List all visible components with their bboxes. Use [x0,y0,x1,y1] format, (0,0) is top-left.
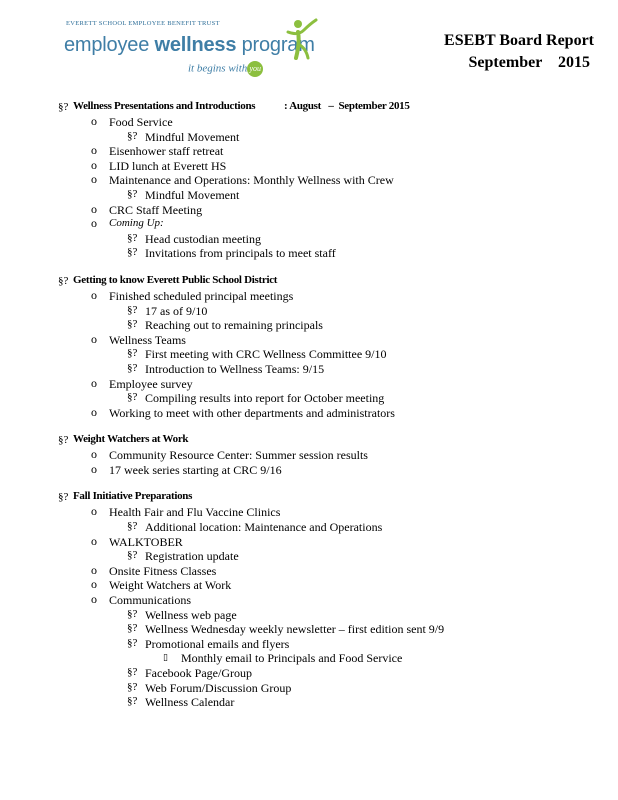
list-bullet: §? [127,636,138,649]
list-item [0,144,618,159]
list-item [0,318,618,333]
list-item-text: Wellness web page [145,607,237,622]
list-bullet: §? [127,622,138,635]
list-item-text: Communications [109,593,191,608]
list-bullet: §? [127,231,138,244]
list-item [0,651,618,666]
list-bullet: o [91,157,97,172]
list-bullet: o [91,577,97,592]
logo-word-program: program [236,34,315,56]
logo-program-name [64,34,315,57]
list-item [0,130,618,145]
list-item-text: Coming Up: [109,217,164,230]
list-item [0,377,618,392]
list-item [0,333,618,348]
section-bullet: §? [58,434,69,447]
list-item [0,681,618,696]
section-bullet: §? [58,101,69,113]
list-item-text: Working to meet with other departments and administrators [109,405,395,420]
list-item [0,217,618,232]
list-item [0,535,618,550]
list-bullet: o [91,447,97,462]
list-item-text: Facebook Page/Group [145,666,252,680]
list-bullet: §? [127,520,138,533]
report-title: ESEBT Board Report [444,32,594,49]
list-item-text: Mindful Movement [145,187,240,202]
list-item [0,406,618,421]
section-title: Wellness Presentations and Introductions [73,100,256,112]
list-item-text: First meeting with CRC Wellness Committee 9/10 [145,347,387,362]
list-bullet: o [91,562,97,577]
list-item-text: Employee survey [109,376,193,391]
list-bullet: ▯ [163,652,168,663]
list-item [0,622,618,637]
list-item [0,173,618,188]
list-item-text: Invitations from principals to meet staff [145,246,336,261]
section-title: Getting to know Everett Public School District [73,273,278,286]
list-item-text: 17 week series starting at CRC 9/16 [109,462,282,477]
logo-word-wellness: wellness [154,34,237,56]
list-bullet: o [91,201,97,216]
list-item [0,564,618,579]
section-heading [0,100,618,115]
section-heading [0,490,618,505]
list-bullet: §? [127,391,138,404]
list-bullet: §? [127,318,138,331]
list-item [0,549,618,564]
list-bullet: o [91,143,97,158]
list-item-text: Compiling results into report for October meeting [145,391,385,406]
list-bullet: o [91,533,97,548]
list-item [0,505,618,520]
list-bullet: o [91,114,97,128]
list-item [0,246,618,261]
list-item [0,304,618,319]
list-bullet: §? [127,246,138,259]
list-item [0,608,618,623]
list-item-text: WALKTOBER [109,534,183,549]
section-bullet: §? [58,491,69,504]
section-title: Fall Initiative Preparations [73,490,193,503]
list-item-text: Wellness Wednesday weekly newsletter – first edition sent 9/9 [145,622,445,637]
logo-you-badge: you [247,61,263,77]
list-bullet: §? [127,129,138,142]
section-bullet: §? [58,274,69,287]
list-item-text: Weight Watchers at Work [109,578,232,593]
list-item-text: Wellness Teams [109,332,186,347]
list-item-text: Reaching out to remaining principals [145,318,323,333]
report-date [444,52,594,74]
list-item-text: Mindful Movement [145,129,240,144]
list-item-text: Introduction to Wellness Teams: 9/15 [145,361,325,376]
list-item-text: Community Resource Center: Summer session results [109,448,368,463]
list-bullet: §? [127,666,138,678]
report-outline [0,100,618,710]
list-bullet: §? [127,187,138,200]
list-item [0,391,618,406]
list-item-text: Food Service [109,115,173,129]
employee-wellness-program-logo [62,18,322,80]
list-item [0,362,618,377]
list-item-text: Maintenance and Operations: Monthly Wellness with Crew [109,173,394,188]
list-item [0,520,618,535]
list-item [0,593,618,608]
list-bullet: o [91,504,97,519]
list-bullet: o [91,287,97,302]
list-bullet: o [91,461,97,476]
logo-tagline [188,61,263,77]
list-item-text: Promotional emails and flyers [145,636,290,651]
list-item-text: Finished scheduled principal meetings [109,288,294,303]
section-title: Weight Watchers at Work [73,433,189,446]
list-bullet: o [91,592,97,607]
list-bullet: o [91,216,97,231]
list-bullet: §? [127,347,138,360]
report-year: 2015 [558,54,590,71]
list-bullet: o [91,331,97,346]
list-bullet: §? [127,607,138,620]
list-item-text: Web Forum/Discussion Group [145,680,292,695]
section-heading [0,433,618,448]
report-heading [444,30,594,74]
list-bullet: §? [127,680,138,693]
list-item [0,578,618,593]
logo-trust-name: EVERETT SCHOOL EMPLOYEE BENEFIT TRUST [66,20,220,27]
list-item [0,159,618,174]
list-bullet: §? [127,695,138,708]
list-bullet: o [91,172,97,187]
list-item [0,666,618,681]
report-month: September [468,54,542,71]
list-item [0,463,618,478]
list-bullet: §? [127,549,138,562]
list-item-text: Health Fair and Flu Vaccine Clinics [109,505,281,520]
list-item-text: LID lunch at Everett HS [109,158,227,173]
section-heading [0,274,618,289]
list-item-text: Additional location: Maintenance and Operations [145,520,383,535]
list-item [0,115,618,130]
list-item [0,695,618,710]
list-item-text: CRC Staff Meeting [109,202,203,217]
list-item-text: Registration update [145,549,239,564]
dancing-figure-icon [284,18,318,60]
list-item [0,637,618,652]
list-bullet: o [91,375,97,390]
list-item-text: Head custodian meeting [145,231,261,246]
logo-word-employee: employee [64,34,155,56]
list-bullet: §? [127,361,138,374]
list-item-text: Eisenhower staff retreat [109,144,224,159]
list-item-text: Wellness Calendar [145,695,235,710]
list-item [0,232,618,247]
list-bullet: §? [127,303,138,316]
list-bullet: o [91,404,97,419]
section-dates: : August – September 2015 [284,100,410,112]
list-item [0,188,618,203]
logo-tagline-text: it begins with [188,62,248,75]
list-item-text: Monthly email to Principals and Food Service [181,651,403,666]
list-item-text: 17 as of 9/10 [145,303,208,318]
list-item [0,289,618,304]
list-item [0,203,618,218]
list-item [0,347,618,362]
list-item [0,448,618,463]
list-item-text: Onsite Fitness Classes [109,563,217,578]
